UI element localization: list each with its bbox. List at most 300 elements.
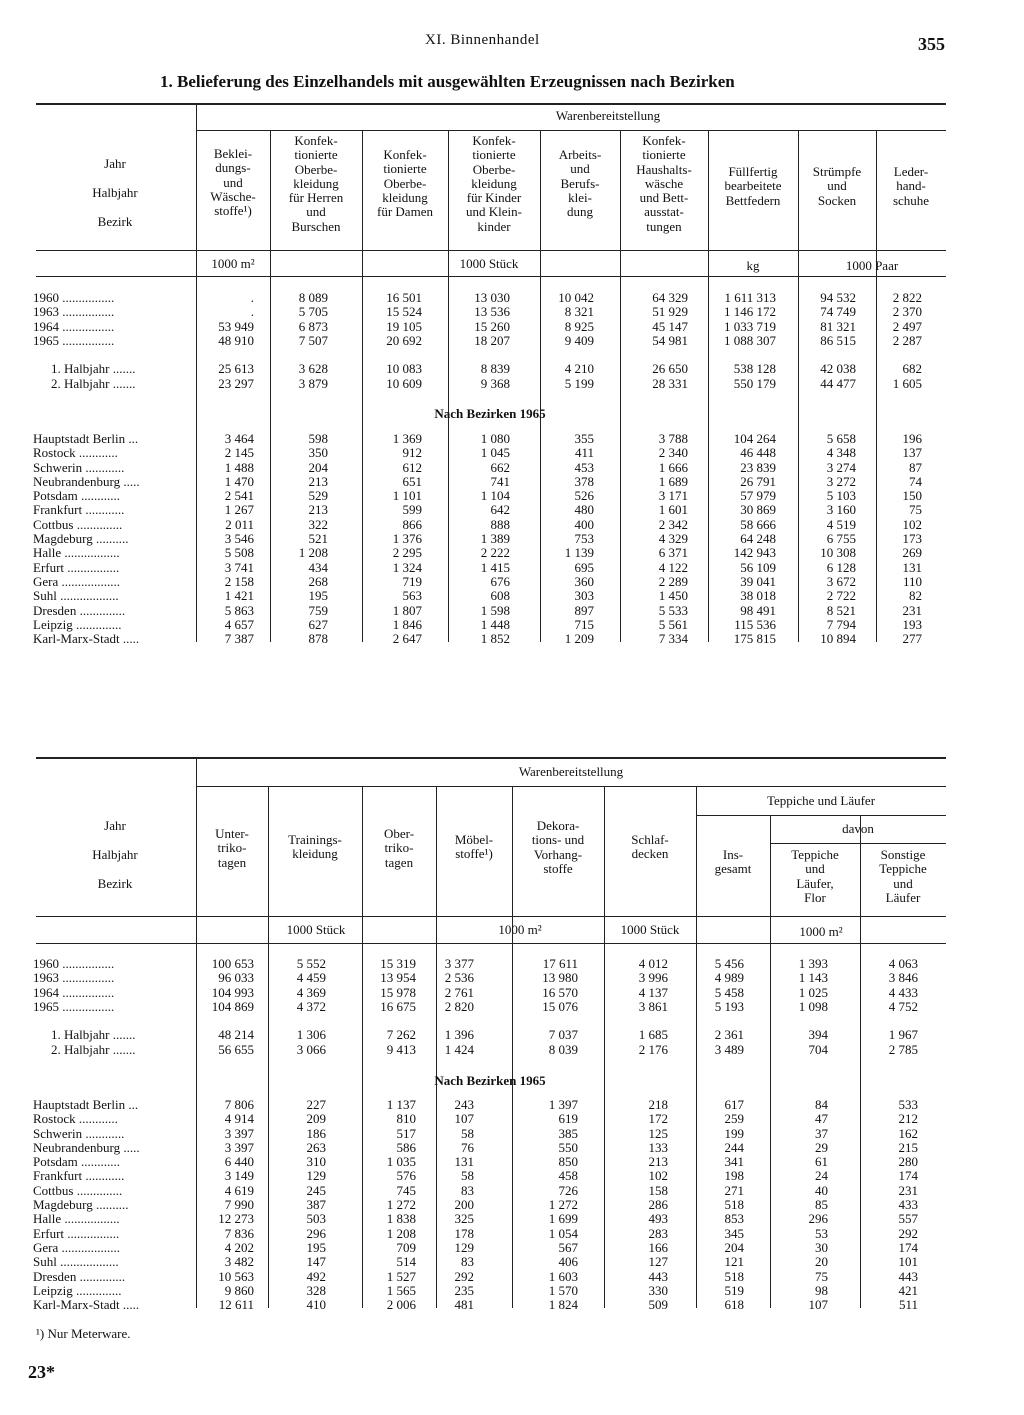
row-label: Halle ................. — [33, 1211, 120, 1227]
table-cell: 322 — [308, 516, 328, 532]
table-cell: 443 — [898, 1268, 918, 1284]
table-cell: 1 699 — [548, 1211, 578, 1227]
row-label: 1960 ................ — [33, 290, 115, 305]
table-cell: 5 508 — [224, 545, 254, 561]
table-cell: 2 158 — [224, 573, 254, 589]
table-cell: 1 208 — [386, 1225, 416, 1241]
table-cell: 330 — [648, 1282, 668, 1298]
table-cell: 2 340 — [658, 445, 688, 461]
table-cell: 13 030 — [474, 290, 510, 305]
table-cell: 115 536 — [734, 616, 776, 632]
table-cell: 83 — [461, 1254, 474, 1270]
table-cell: 715 — [574, 616, 594, 632]
row-label: Potsdam ............ — [33, 1154, 121, 1170]
table-cell: 10 609 — [386, 375, 422, 391]
row-label: 2. Halbjahr ....... — [51, 1041, 136, 1057]
table-cell: 1 824 — [548, 1297, 578, 1313]
table-cell: 56 655 — [218, 1041, 254, 1057]
column-header: Konfek- tionierte Haushalts- wäsche und Bett- ausstat- tungen — [636, 133, 692, 234]
table-cell: 10 308 — [820, 545, 856, 561]
data-column — [812, 291, 922, 391]
table-cell: 1 448 — [480, 616, 510, 632]
table-cell: 5 199 — [564, 375, 594, 391]
table-cell: 2 785 — [888, 1041, 918, 1057]
table-cell: 1 605 — [892, 375, 922, 391]
table-cell: 10 042 — [558, 290, 594, 305]
table-cell: 443 — [648, 1268, 668, 1284]
row-label: Magdeburg .......... — [33, 1197, 129, 1213]
table-cell: 7 262 — [386, 1027, 416, 1043]
rule — [770, 843, 946, 844]
table-cell: 131 — [902, 559, 922, 575]
table-cell: 40 — [815, 1182, 828, 1198]
table-cell: 86 515 — [820, 332, 856, 348]
table-cell: 6 755 — [826, 531, 856, 547]
table-cell: 98 491 — [740, 602, 776, 618]
table-cell: 13 536 — [474, 304, 510, 320]
table-cell: 662 — [490, 459, 510, 475]
table-cell: 1 306 — [296, 1027, 326, 1043]
table-cell: 550 — [558, 1139, 578, 1155]
table-cell: 5 458 — [714, 984, 744, 1000]
table-cell: 18 207 — [474, 332, 510, 348]
table-cell: 213 — [308, 473, 328, 489]
table-cell: 10 563 — [218, 1268, 254, 1284]
table-cell: 23 297 — [218, 375, 254, 391]
table-cell: 4 369 — [296, 984, 326, 1000]
sub-group-header: Teppiche und Läufer — [766, 793, 876, 808]
stub-header-line: Halbjahr — [92, 185, 138, 200]
table-cell: 503 — [306, 1211, 326, 1227]
table-cell: 58 — [461, 1125, 474, 1141]
table-cell: 719 — [402, 573, 422, 589]
table-cell: 5 456 — [714, 956, 744, 971]
table-cell: 107 — [454, 1111, 474, 1127]
table-cell: 51 929 — [652, 304, 688, 320]
table-cell: 198 — [724, 1168, 744, 1184]
table-cell: 617 — [724, 1097, 744, 1112]
table-cell: 2 647 — [392, 631, 422, 647]
table-cell: 2 289 — [658, 573, 688, 589]
table-cell: 1 852 — [480, 631, 510, 647]
row-label: Rostock ............ — [33, 1111, 118, 1127]
table-cell: 1 389 — [480, 531, 510, 547]
rule — [196, 786, 946, 787]
table-cell: 4 202 — [224, 1239, 254, 1255]
table-cell: 5 561 — [658, 616, 688, 632]
row-label: Dresden .............. — [33, 602, 126, 618]
table-cell: 3 464 — [224, 431, 254, 446]
table-cell: 259 — [724, 1111, 744, 1127]
table-cell: 110 — [902, 573, 922, 589]
row-label: 1963 ................ — [33, 970, 115, 986]
row-label: 1965 ................ — [33, 998, 115, 1014]
table-cell: 12 611 — [218, 1297, 254, 1313]
row-label: 1964 ................ — [33, 984, 115, 1000]
table-cell: 296 — [306, 1225, 326, 1241]
table-cell: 19 105 — [386, 318, 422, 334]
table-cell: 54 981 — [652, 332, 688, 348]
table-cell: 283 — [648, 1225, 668, 1241]
row-label: Neubrandenburg ..... — [33, 1139, 140, 1155]
table-cell: 231 — [902, 602, 922, 618]
page-title: 1. Belieferung des Einzelhandels mit ausgewählten Erzeugnissen nach Bezirken — [160, 72, 735, 91]
table-cell: 1 146 172 — [724, 304, 776, 320]
table-cell: 458 — [558, 1168, 578, 1184]
table-cell: 20 692 — [386, 332, 422, 348]
table-cell: 83 — [461, 1182, 474, 1198]
table-cell: 16 570 — [542, 984, 578, 1000]
rule — [696, 815, 946, 816]
table-cell: 101 — [898, 1254, 918, 1270]
table-cell: 406 — [558, 1254, 578, 1270]
table-cell: 196 — [902, 431, 922, 446]
table-cell: 3 397 — [224, 1139, 254, 1155]
table-cell: 1 208 — [298, 545, 328, 561]
column-header: Ober- triko- tagen — [383, 826, 415, 870]
unit-label: 1000 m² — [799, 924, 843, 939]
table-cell: 218 — [648, 1097, 668, 1112]
table-cell: 5 193 — [714, 998, 744, 1014]
column-header: Konfek- tionierte Oberbe- kleidung für Kinder und Klein- kinder — [466, 133, 522, 234]
rule — [36, 943, 946, 944]
table-cell: 64 329 — [652, 290, 688, 305]
table-cell: 1 611 313 — [724, 290, 776, 305]
table-cell: 2 820 — [444, 998, 474, 1014]
table-cell: 518 — [724, 1268, 744, 1284]
table-cell: 1 267 — [224, 502, 254, 518]
table-cell: 3 996 — [638, 970, 668, 986]
table-cell: 6 440 — [224, 1154, 254, 1170]
table-cell: 277 — [902, 631, 922, 647]
table-cell: 4 459 — [296, 970, 326, 986]
table-cell: 8 321 — [564, 304, 594, 320]
table-cell: 345 — [724, 1225, 744, 1241]
column-header: Trainings- kleidung — [288, 832, 342, 862]
table-cell: 912 — [402, 445, 422, 461]
table-cell: 7 990 — [224, 1197, 254, 1213]
table-cell: 2 761 — [444, 984, 474, 1000]
table-cell: 3 397 — [224, 1125, 254, 1141]
table-cell: 360 — [574, 573, 594, 589]
table-cell: 1 143 — [798, 970, 828, 986]
column-header: Sonstige Teppiche und Läufer — [879, 847, 927, 905]
table-cell: 96 033 — [218, 970, 254, 986]
table-cell: 3 628 — [298, 361, 328, 377]
table-cell: 509 — [648, 1297, 668, 1313]
table-cell: 4 348 — [826, 445, 856, 461]
table-cell: 5 658 — [826, 431, 856, 446]
table-cell: 6 128 — [826, 559, 856, 575]
table-cell: 3 171 — [658, 488, 688, 504]
table-cell: 1 603 — [548, 1268, 578, 1284]
table-cell: 8 839 — [480, 361, 510, 377]
table-cell: 394 — [808, 1027, 828, 1043]
table-cell: 759 — [308, 602, 328, 618]
stub-header — [60, 811, 170, 898]
table-cell: 7 334 — [658, 631, 688, 647]
table-cell: 7 037 — [548, 1027, 578, 1043]
table-cell: 6 873 — [298, 318, 328, 334]
table-cell: 26 791 — [740, 473, 776, 489]
table-cell: 434 — [308, 559, 328, 575]
table-cell: 1 450 — [658, 588, 688, 604]
row-label: Schwerin ............ — [33, 459, 125, 475]
table-cell: 586 — [396, 1139, 416, 1155]
table-cell: 30 869 — [740, 502, 776, 518]
unit-label: 1000 Paar — [845, 258, 899, 273]
table-cell: 75 — [815, 1268, 828, 1284]
table-cell: 1 101 — [392, 488, 422, 504]
stub-header-line: Jahr — [104, 156, 126, 171]
table-cell: 619 — [558, 1111, 578, 1127]
column-header: Konfek- tionierte Oberbe- kleidung für Damen — [377, 147, 433, 220]
table-cell: 2 006 — [386, 1297, 416, 1313]
table-cell — [808, 1014, 918, 1028]
table-cell: 235 — [454, 1282, 474, 1298]
table-cell: 1 369 — [392, 431, 422, 446]
table-cell: 193 — [902, 616, 922, 632]
table-cell: 303 — [574, 588, 594, 604]
table-cell: 1 088 307 — [724, 332, 776, 348]
table-cell: 9 413 — [386, 1041, 416, 1057]
table-cell: 341 — [724, 1154, 744, 1170]
table-cell: 271 — [724, 1182, 744, 1198]
page-number: 355 — [918, 34, 945, 54]
table-cell: 1 396 — [444, 1027, 474, 1043]
table-cell: 7 806 — [224, 1097, 254, 1112]
row-label: 1965 ................ — [33, 332, 115, 348]
table-cell: 76 — [461, 1139, 474, 1155]
table-cell: 1 598 — [480, 602, 510, 618]
table-cell: 131 — [454, 1154, 474, 1170]
table-cell: 29 — [815, 1139, 828, 1155]
table-cell: 1 570 — [548, 1282, 578, 1298]
column-header: Beklei- dungs- und Wäsche- stoffe¹) — [210, 146, 256, 219]
table-cell: 292 — [898, 1225, 918, 1241]
table-cell: 125 — [648, 1125, 668, 1141]
table-cell: 174 — [898, 1239, 918, 1255]
table-cell: 2 011 — [225, 516, 254, 532]
table-cell: 695 — [574, 559, 594, 575]
table-cell: 6 371 — [658, 545, 688, 561]
table-cell: 4 433 — [888, 984, 918, 1000]
stub-header — [60, 149, 170, 236]
table-cell: 745 — [396, 1182, 416, 1198]
table-cell: 204 — [724, 1239, 744, 1255]
table-cell: . — [250, 290, 254, 305]
table-cell: 1 666 — [658, 459, 688, 475]
table-cell: 245 — [306, 1182, 326, 1198]
table-cell: 7 507 — [298, 332, 328, 348]
unit-label: 1000 Stück — [459, 256, 519, 271]
table-cell: 3 160 — [826, 502, 856, 518]
table-cell: 94 532 — [820, 290, 856, 305]
table-cell: 10 894 — [820, 631, 856, 647]
table-cell: 212 — [898, 1111, 918, 1127]
table-cell: 23 839 — [740, 459, 776, 475]
rule — [36, 103, 946, 105]
table-cell: 2 497 — [892, 318, 922, 334]
table-cell: 651 — [402, 473, 422, 489]
table-cell: 1 137 — [386, 1097, 416, 1112]
table-cell: 682 — [902, 361, 922, 377]
table-cell: 1 601 — [658, 502, 688, 518]
data-column — [364, 957, 474, 1057]
table-cell: 1 689 — [658, 473, 688, 489]
table-cell: 129 — [454, 1239, 474, 1255]
table-cell: 199 — [724, 1125, 744, 1141]
data-column — [808, 957, 918, 1057]
table-cell: 57 979 — [740, 488, 776, 504]
table-cell: 15 319 — [380, 956, 416, 971]
table-cell: 3 788 — [658, 431, 688, 446]
column-header: Strümpfe und Socken — [812, 164, 862, 208]
stub-header-line: Bezirk — [97, 876, 133, 891]
table-cell: 84 — [815, 1097, 828, 1112]
group-header: Warenbereitstellung — [555, 108, 661, 123]
table-cell: 493 — [648, 1211, 668, 1227]
table-cell: 129 — [306, 1168, 326, 1184]
table-cell: 7 794 — [826, 616, 856, 632]
row-label: Hauptstadt Berlin ... — [33, 1097, 139, 1112]
table-cell: 30 — [815, 1239, 828, 1255]
table-cell: 3 066 — [296, 1041, 326, 1057]
table-cell: 38 018 — [740, 588, 776, 604]
unit-label: 1000 m² — [498, 922, 542, 937]
table-cell: 195 — [306, 1239, 326, 1255]
table-cell: 8 925 — [564, 318, 594, 334]
table-cell: 7 387 — [224, 631, 254, 647]
row-label: Erfurt ................ — [33, 1225, 120, 1241]
table-cell: 5 863 — [224, 602, 254, 618]
table-cell: 2 370 — [892, 304, 922, 320]
table-cell: 178 — [454, 1225, 474, 1241]
table-cell: 4 989 — [714, 970, 744, 986]
row-label: Dresden .............. — [33, 1268, 126, 1284]
table-cell: 518 — [724, 1197, 744, 1213]
table-cell: 56 109 — [740, 559, 776, 575]
table-cell — [364, 1014, 474, 1028]
table-cell: 3 149 — [224, 1168, 254, 1184]
table-cell: 85 — [815, 1197, 828, 1213]
table-cell: 310 — [306, 1154, 326, 1170]
table-cell: 888 — [490, 516, 510, 532]
table-cell: 1 035 — [386, 1154, 416, 1170]
table-cell: 1 685 — [638, 1027, 668, 1043]
table-cell: 410 — [306, 1297, 326, 1313]
row-label: Gera .................. — [33, 573, 121, 589]
table-cell: 12 273 — [218, 1211, 254, 1227]
table-cell: 137 — [902, 445, 922, 461]
data-column — [364, 1098, 474, 1312]
table-cell: 1 488 — [224, 459, 254, 475]
table-cell: 127 — [648, 1254, 668, 1270]
table-cell: 98 — [815, 1282, 828, 1298]
table-cell: 1 376 — [392, 531, 422, 547]
table-cell: 158 — [648, 1182, 668, 1198]
table-cell: 53 — [815, 1225, 828, 1241]
table-cell: 411 — [574, 445, 594, 461]
table-cell: 853 — [724, 1211, 744, 1227]
chapter-heading: XI. Binnenhandel — [425, 32, 540, 48]
section-heading: Nach Bezirken 1965 — [434, 406, 546, 421]
table-cell: 263 — [306, 1139, 326, 1155]
row-label: Hauptstadt Berlin ... — [33, 431, 139, 446]
rule — [36, 250, 946, 251]
table-cell: 741 — [490, 473, 510, 489]
table-cell: 511 — [898, 1297, 918, 1313]
table-cell: 269 — [902, 545, 922, 561]
column-header: Möbel- stoffe¹) — [454, 832, 494, 862]
row-label: Suhl .................. — [33, 588, 119, 604]
table-cell: 753 — [574, 531, 594, 547]
table-cell: 557 — [898, 1211, 918, 1227]
table-cell: 2 145 — [224, 445, 254, 461]
table-cell: 15 260 — [474, 318, 510, 334]
table-cell: 433 — [898, 1197, 918, 1213]
table-cell: 2 176 — [638, 1041, 668, 1057]
table-cell: . — [250, 304, 254, 320]
table-cell: 1 415 — [480, 559, 510, 575]
table-cell: 4 657 — [224, 616, 254, 632]
table-cell: 17 611 — [542, 956, 578, 971]
table-cell: 1 139 — [564, 545, 594, 561]
table-cell: 378 — [574, 473, 594, 489]
table-cell: 48 214 — [218, 1027, 254, 1043]
table-cell: 1 421 — [224, 588, 254, 604]
table-cell: 1 838 — [386, 1211, 416, 1227]
table-cell: 608 — [490, 588, 510, 604]
table-cell: 4 372 — [296, 998, 326, 1014]
table-cell: 866 — [402, 516, 422, 532]
row-label: Karl-Marx-Stadt ..... — [33, 1297, 140, 1313]
table-cell: 526 — [574, 488, 594, 504]
table-cell: 3 846 — [888, 970, 918, 986]
table-cell: 3 741 — [224, 559, 254, 575]
table-cell: 213 — [308, 502, 328, 518]
table-cell: 44 477 — [820, 375, 856, 391]
column-header: Füllfertig bearbeitete Bettfedern — [724, 164, 782, 208]
table-cell: 37 — [815, 1125, 828, 1141]
row-label: Potsdam ............ — [33, 488, 121, 504]
rule — [36, 276, 946, 277]
table-cell: 13 980 — [542, 970, 578, 986]
unit-label: kg — [746, 258, 760, 273]
column-header: Schlaf- decken — [631, 832, 669, 862]
unit-label: 1000 m² — [211, 256, 255, 271]
table-cell: 1 080 — [480, 431, 510, 446]
table-cell: 1 393 — [798, 956, 828, 971]
table-cell: 878 — [308, 631, 328, 647]
table-cell: 5 103 — [826, 488, 856, 504]
table-cell: 227 — [306, 1097, 326, 1112]
table-cell: 209 — [306, 1111, 326, 1127]
table-cell: 642 — [490, 502, 510, 518]
table-cell: 107 — [808, 1297, 828, 1313]
table-cell: 15 978 — [380, 984, 416, 1000]
row-label: 1963 ................ — [33, 304, 115, 320]
table-cell: 3 861 — [638, 998, 668, 1014]
table-cell: 231 — [898, 1182, 918, 1198]
table-cell: 7 836 — [224, 1225, 254, 1241]
table-cell: 87 — [909, 459, 922, 475]
row-label: 1964 ................ — [33, 318, 115, 334]
table-cell: 1 424 — [444, 1041, 474, 1057]
row-label: Erfurt ................ — [33, 559, 120, 575]
table-cell: 74 749 — [820, 304, 856, 320]
table-cell: 3 272 — [826, 473, 856, 489]
